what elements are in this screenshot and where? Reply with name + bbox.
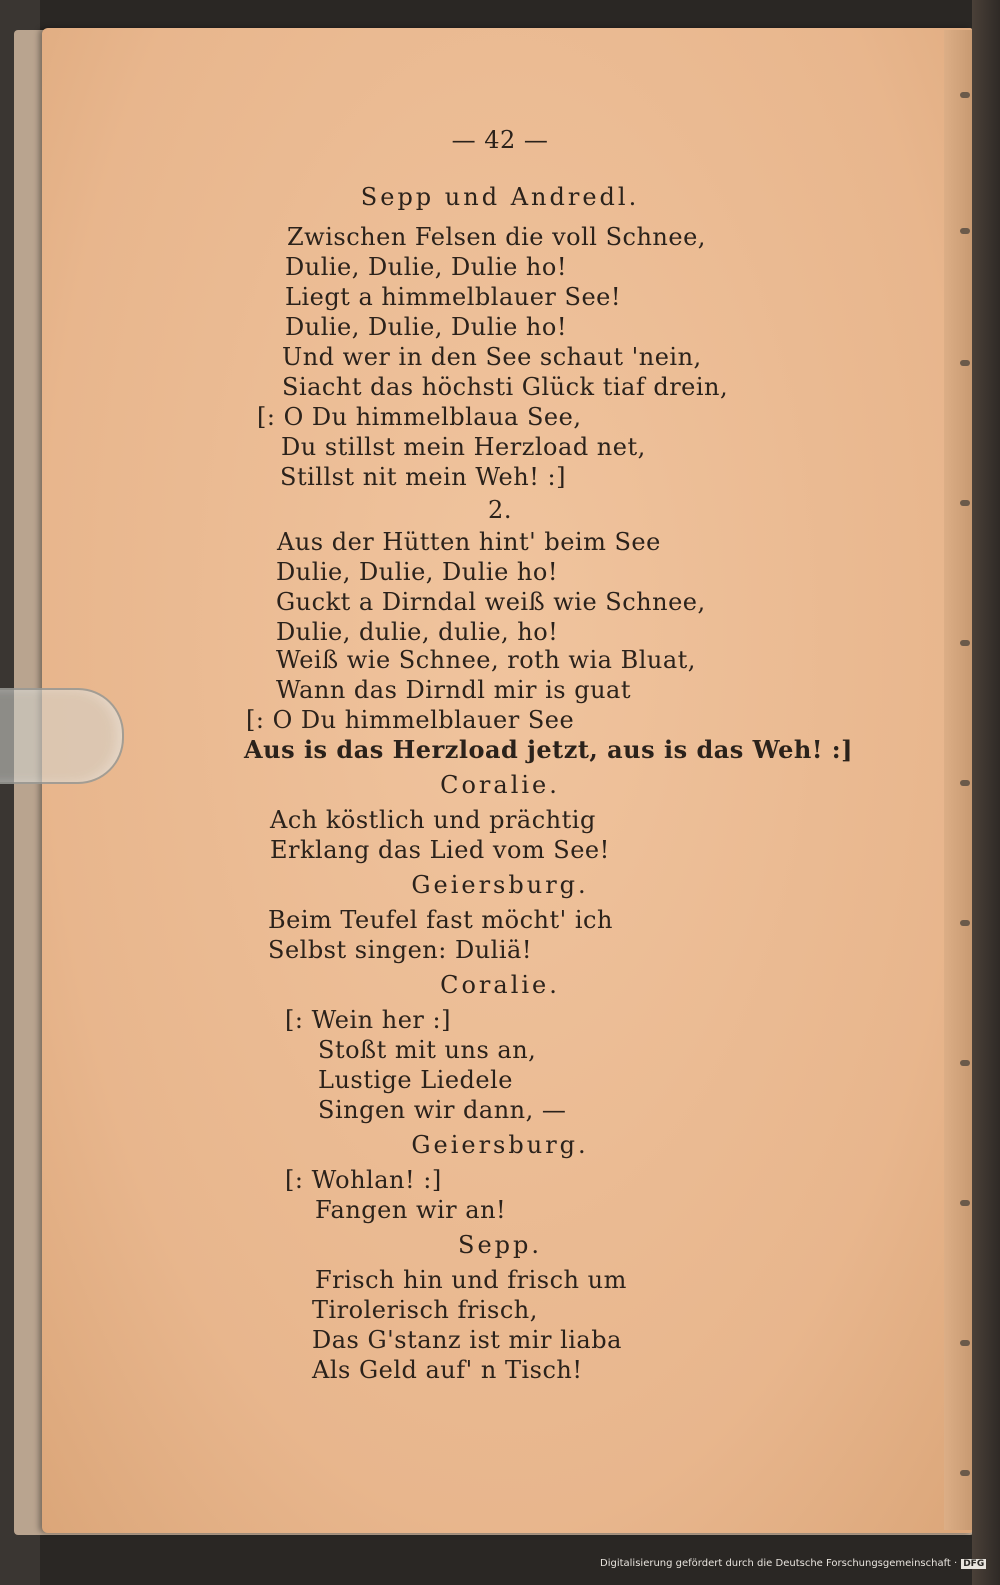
verse-line: [: O Du himmelblauer See xyxy=(246,706,575,734)
digitization-credit xyxy=(600,1558,986,1569)
verse-line: Ach köstlich und prächtig xyxy=(270,806,596,834)
page-number: — 42 — xyxy=(451,126,549,154)
verse-line: Wann das Dirndl mir is guat xyxy=(276,676,631,704)
speaker-heading: Sepp. xyxy=(458,1231,542,1259)
verse-line: Liegt a himmelblauer See! xyxy=(285,283,622,311)
dfg-logo: DFG xyxy=(963,1559,985,1569)
verse-line: Tirolerisch frisch, xyxy=(312,1296,538,1324)
verse-line: Stillst nit mein Weh! :] xyxy=(280,463,566,491)
verse-line: Dulie, Dulie, Dulie ho! xyxy=(285,253,567,281)
speaker-heading: Geiersburg. xyxy=(411,1131,589,1159)
verse-line: Siacht das höchsti Glück tiaf drein, xyxy=(282,373,729,401)
verse-line: Dulie, Dulie, Dulie ho! xyxy=(285,313,567,341)
stanza-number: 2. xyxy=(488,496,512,524)
verse-line: Und wer in den See schaut 'nein, xyxy=(282,343,702,371)
verse-line: Das G'stanz ist mir liaba xyxy=(312,1326,622,1354)
verse-line: [: Wein her :] xyxy=(285,1006,451,1034)
speaker-heading: Coralie. xyxy=(440,971,560,999)
verse-line: Dulie, dulie, dulie, ho! xyxy=(276,618,559,646)
verse-line: Selbst singen: Duliä! xyxy=(268,936,532,964)
verse-line: Als Geld auf' n Tisch! xyxy=(312,1356,583,1384)
verse-line: [: O Du himmelblaua See, xyxy=(257,403,582,431)
verse-line: Dulie, Dulie, Dulie ho! xyxy=(276,558,558,586)
section-heading: Sepp und Andredl. xyxy=(360,183,640,211)
verse-line: Zwischen Felsen die voll Schnee, xyxy=(287,223,706,251)
verse-line: Lustige Liedele xyxy=(318,1066,513,1094)
verse-line: Beim Teufel fast möcht' ich xyxy=(268,906,613,934)
verse-line: Aus der Hütten hint' beim See xyxy=(277,528,661,556)
verse-line: Fangen wir an! xyxy=(315,1196,507,1224)
credit-text: Digitalisierung gefördert durch die Deutsche Forschungsgemeinschaft · xyxy=(600,1558,958,1569)
verse-line: Erklang das Lied vom See! xyxy=(270,836,610,864)
verse-line: Stoßt mit uns an, xyxy=(318,1036,537,1064)
verse-line: Du stillst mein Herzload net, xyxy=(281,433,646,461)
verse-line: Weiß wie Schnee, roth wia Bluat, xyxy=(276,646,696,674)
verse-line: [: Wohlan! :] xyxy=(285,1166,442,1194)
verse-line: Guckt a Dirndal weiß wie Schnee, xyxy=(276,588,706,616)
verse-line: Aus is das Herzload jetzt, aus is das Weh! :] xyxy=(244,735,853,764)
verse-line: Frisch hin und frisch um xyxy=(315,1266,627,1294)
speaker-heading: Geiersburg. xyxy=(411,871,589,899)
speaker-heading: Coralie. xyxy=(440,771,560,799)
verse-line: Singen wir dann, — xyxy=(318,1096,567,1124)
